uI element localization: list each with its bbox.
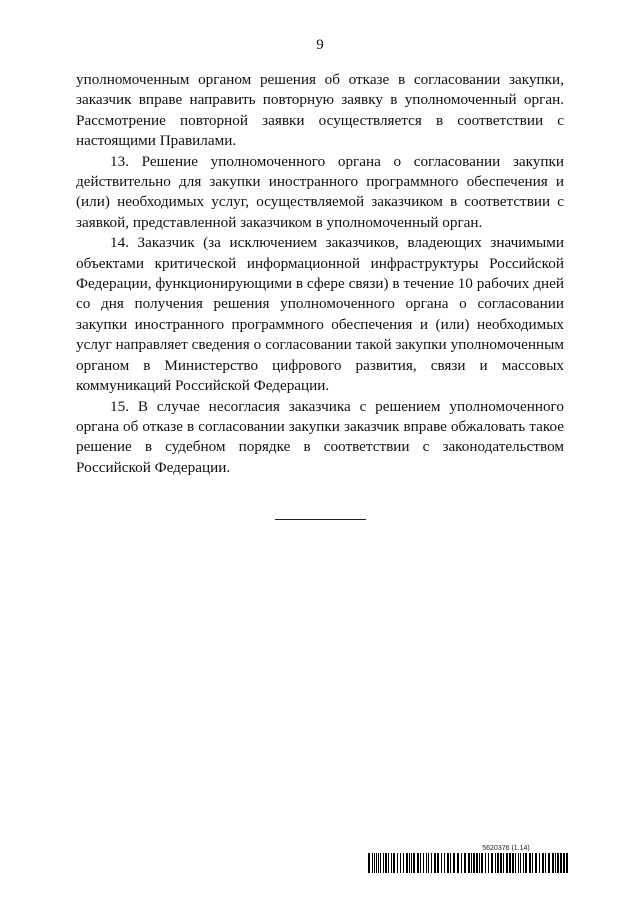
- barcode-image: [368, 853, 568, 873]
- barcode-label: 5620376 (1.14): [482, 845, 530, 852]
- paragraph-15: 15. В случае несогласия заказчика с решением уполномоченного органа об отказе в согласовании закупки заказчик вправе обжаловать такое решение в судебном порядке в соответствии с законодательством Российской Федерации.: [76, 397, 564, 476]
- page-number: 9: [316, 37, 324, 53]
- paragraph-continuation: уполномоченным органом решения об отказе в согласовании закупки, заказчик вправе направить повторную заявку в уполномоченный орган. Рассмотрение повторной заявки осуществляется в соответствии с настоящими Правилами.: [76, 71, 564, 150]
- document-body: [76, 70, 564, 478]
- paragraph-13: 13. Решение уполномоченного органа о согласовании закупки действительно для закупки иностранного программного обеспечения и (или) необходимых услуг, осуществляемой заказчиком в соответствии с заявкой, представленной заказчиком в уполномоченный орган.: [76, 152, 564, 231]
- end-separator-line: [275, 519, 366, 520]
- paragraph-14: 14. Заказчик (за исключением заказчиков, владеющих значимыми объектами критической информационной инфраструктуры Российской Федерации, функционирующими в сфере связи) в течение 10 рабочих дней со дня получения решения уполномоченного органа о согласовании закупки иностранного программного обеспечения и (или) необходимых услуг направляет сведения о согласовании такой закупки уполномоченным органом в Министерство цифрового развития, связи и массовых коммуникаций Российской Федерации.: [76, 234, 564, 395]
